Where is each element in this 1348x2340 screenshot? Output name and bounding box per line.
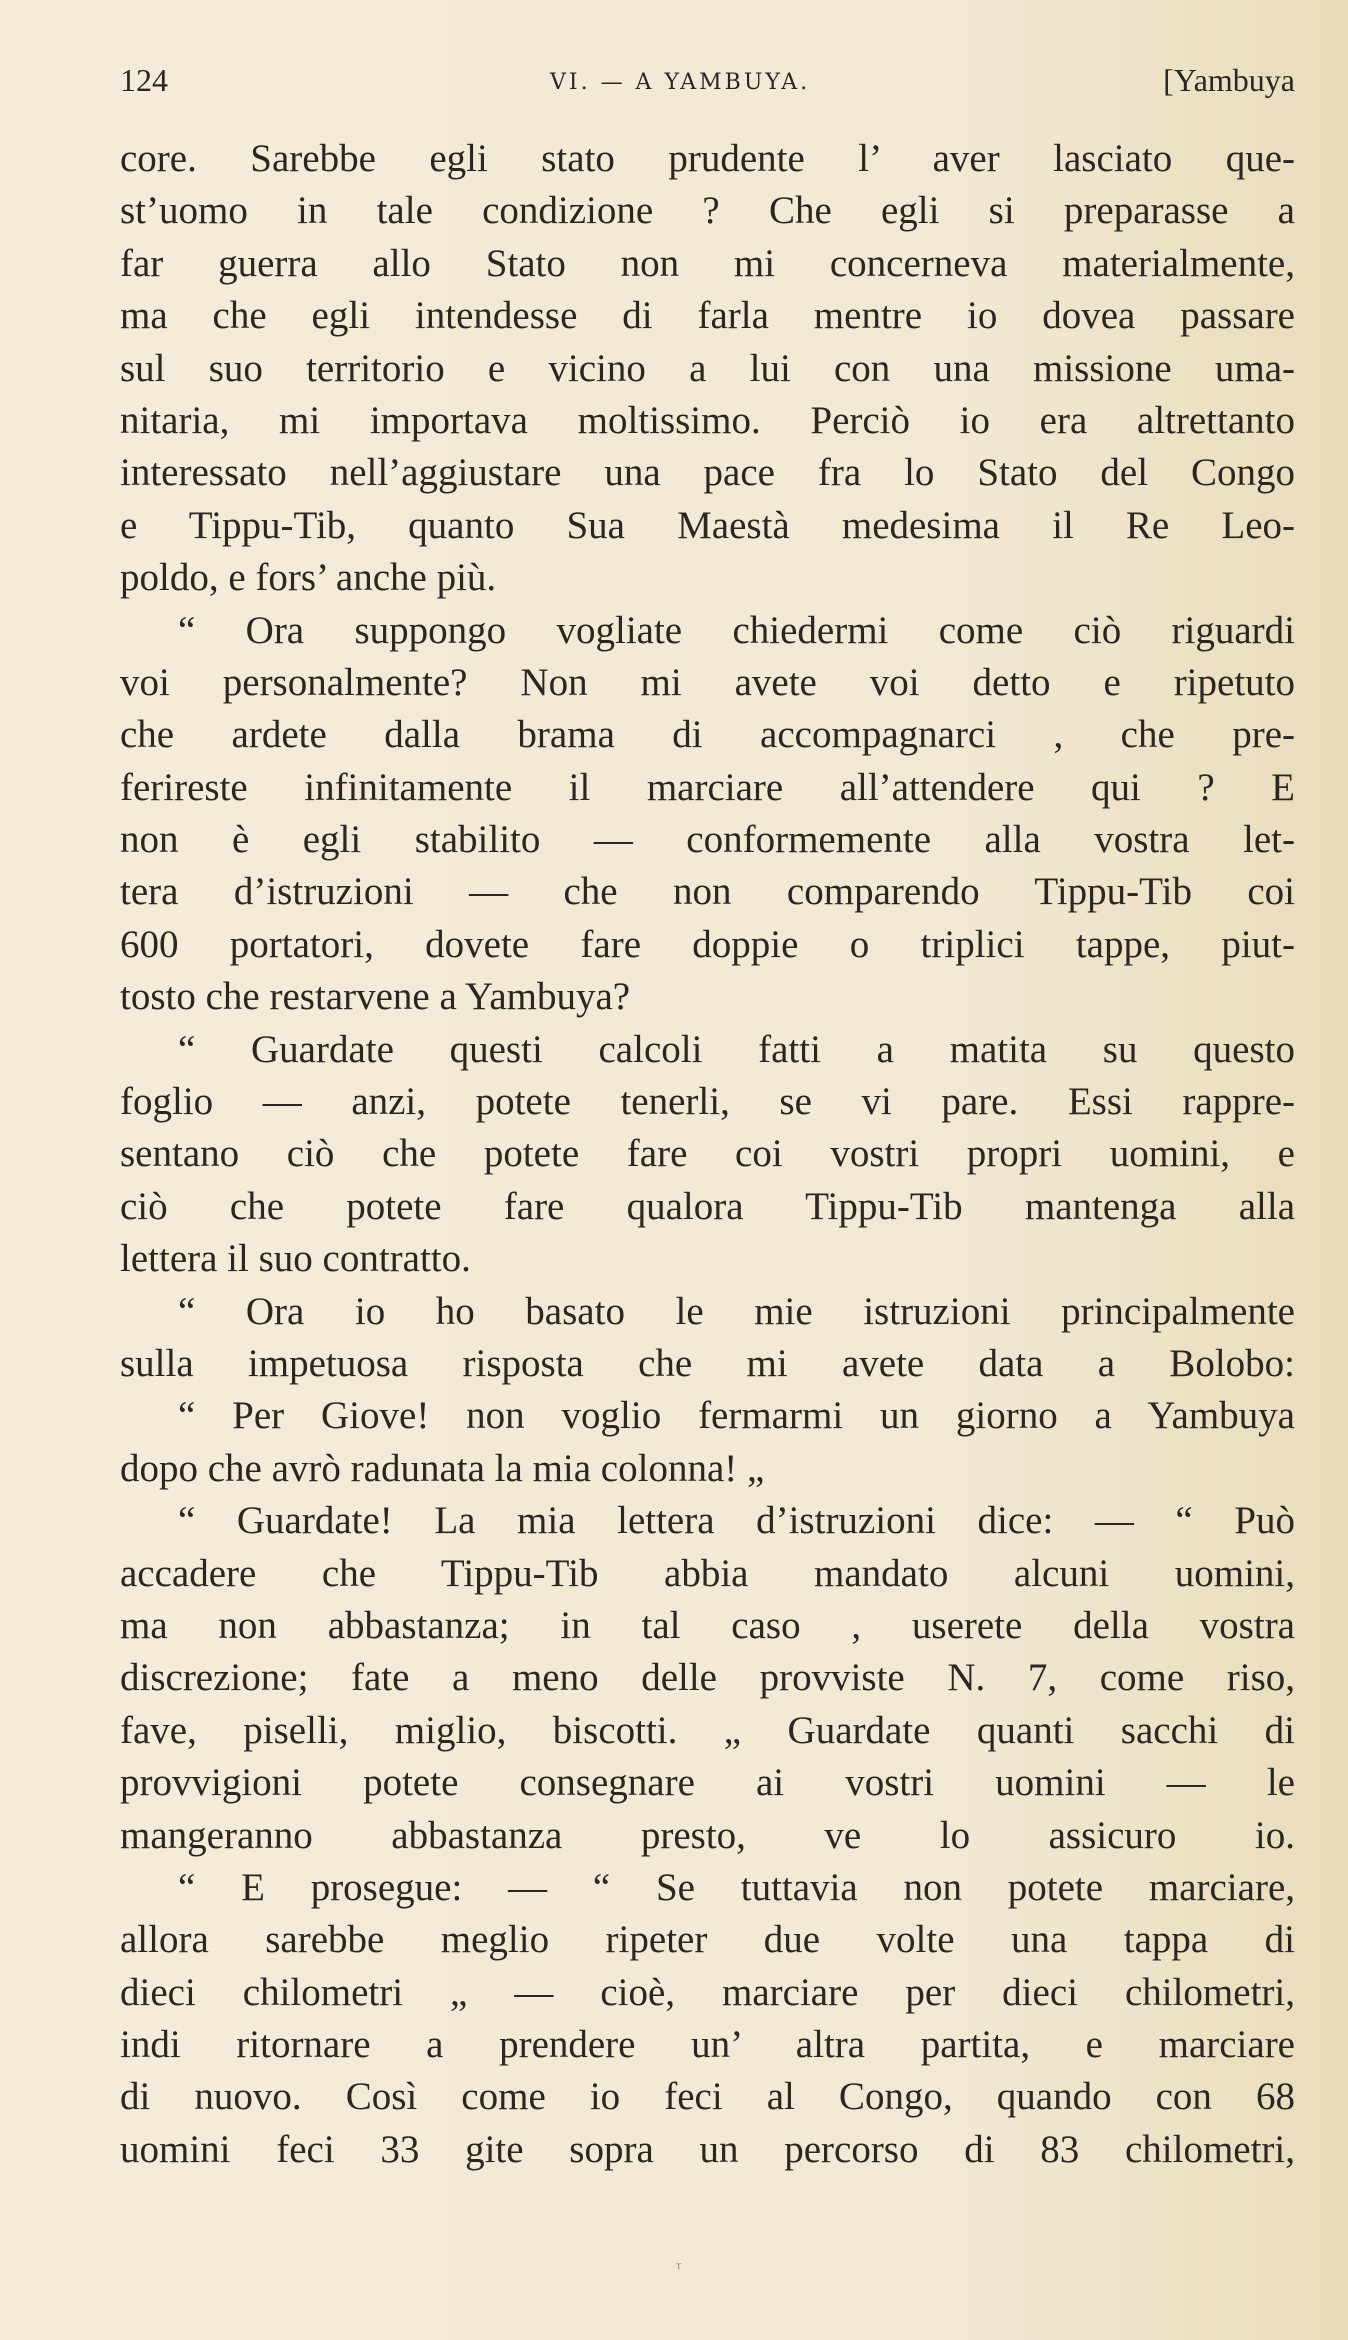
text-line: interessato nell’aggiustare una pace fra lo Stato del Congo bbox=[120, 451, 1295, 495]
text-line: “ Ora suppongo vogliate chiedermi come ciò riguardi bbox=[178, 608, 1295, 652]
text-line: di nuovo. Così come io feci al Congo, quando con 68 bbox=[120, 2075, 1295, 2119]
text-line: accadere che Tippu-Tib abbia mandato alcuni uomini, bbox=[120, 1551, 1295, 1595]
text-line: lettera il suo contratto. bbox=[120, 1237, 471, 1281]
text-line: “ Per Giove! non voglio fermarmi un giorno a Yambuya bbox=[178, 1394, 1295, 1438]
page-number: 124 bbox=[120, 62, 168, 98]
chapter-title: VI. — A YAMBUYA. bbox=[550, 70, 811, 95]
text-line: dopo che avrò radunata la mia colonna! „ bbox=[120, 1446, 765, 1490]
text-line: tera d’istruzioni — che non comparendo Tippu-Tib coi bbox=[120, 870, 1295, 914]
text-line: non è egli stabilito — conformemente alla vostra let- bbox=[120, 818, 1295, 862]
running-head: [Yambuya bbox=[1163, 62, 1295, 98]
text-line: poldo, e fors’ anche più. bbox=[120, 556, 497, 600]
text-line: sul suo territorio e vicino a lui con una missione uma- bbox=[120, 346, 1295, 390]
text-line: far guerra allo Stato non mi concerneva materialmente, bbox=[120, 241, 1295, 285]
text-line: “ Guardate questi calcoli fatti a matita su questo bbox=[178, 1027, 1295, 1071]
printer-mark: ᵀ bbox=[676, 2262, 682, 2278]
text-line: ma non abbastanza; in tal caso , userete della vostra bbox=[120, 1603, 1295, 1647]
text-line: “ E prosegue: — “ Se tuttavia non potete marciare, bbox=[178, 1865, 1295, 1909]
page-header bbox=[120, 62, 1295, 112]
text-line: st’uomo in tale condizione ? Che egli si preparasse a bbox=[120, 189, 1295, 233]
text-line: discrezione; fate a meno delle provviste N. 7, come riso, bbox=[120, 1656, 1295, 1700]
text-line: 600 portatori, dovete fare doppie o triplici tappe, piut- bbox=[120, 922, 1295, 966]
text-line: sentano ciò che potete fare coi vostri propri uomini, e bbox=[120, 1132, 1295, 1176]
text-line: foglio — anzi, potete tenerli, se vi pare. Essi rappre- bbox=[120, 1080, 1295, 1124]
text-line: allora sarebbe meglio ripeter due volte una tappa di bbox=[120, 1918, 1295, 1962]
text-line: mangeranno abbastanza presto, ve lo assicuro io. bbox=[120, 1813, 1295, 1857]
text-line: uomini feci 33 gite sopra un percorso di 83 chilometri, bbox=[120, 2127, 1295, 2171]
text-line: voi personalmente? Non mi avete voi detto e ripetuto bbox=[120, 660, 1295, 704]
text-line: che ardete dalla brama di accompagnarci , che pre- bbox=[120, 713, 1295, 757]
text-line: e Tippu-Tib, quanto Sua Maestà medesima il Re Leo- bbox=[120, 503, 1295, 547]
text-line: ferireste infinitamente il marciare all’attendere qui ? E bbox=[120, 765, 1295, 809]
text-line: core. Sarebbe egli stato prudente l’ aver lasciato que- bbox=[120, 137, 1295, 180]
text-line: fave, piselli, miglio, biscotti. „ Guardate quanti sacchi di bbox=[120, 1708, 1295, 1752]
text-line: provvigioni potete consegnare ai vostri uomini — le bbox=[120, 1761, 1295, 1805]
body-text bbox=[120, 133, 1295, 2176]
text-line: indi ritornare a prendere un’ altra partita, e marciare bbox=[120, 2023, 1295, 2067]
text-line: ciò che potete fare qualora Tippu-Tib mantenga alla bbox=[120, 1184, 1295, 1228]
text-line: ma che egli intendesse di farla mentre io dovea passare bbox=[120, 294, 1295, 338]
text-line: “ Ora io ho basato le mie istruzioni principalmente bbox=[178, 1289, 1295, 1333]
text-line: “ Guardate! La mia lettera d’istruzioni dice: — “ Può bbox=[178, 1499, 1295, 1543]
text-line: tosto che restarvene a Yambuya? bbox=[120, 975, 631, 1019]
text-line: sulla impetuosa risposta che mi avete data a Bolobo: bbox=[120, 1341, 1295, 1385]
text-line: dieci chilometri „ — cioè, marciare per dieci chilometri, bbox=[120, 1970, 1295, 2014]
text-line: nitaria, mi importava moltissimo. Perciò io era altrettanto bbox=[120, 398, 1295, 442]
